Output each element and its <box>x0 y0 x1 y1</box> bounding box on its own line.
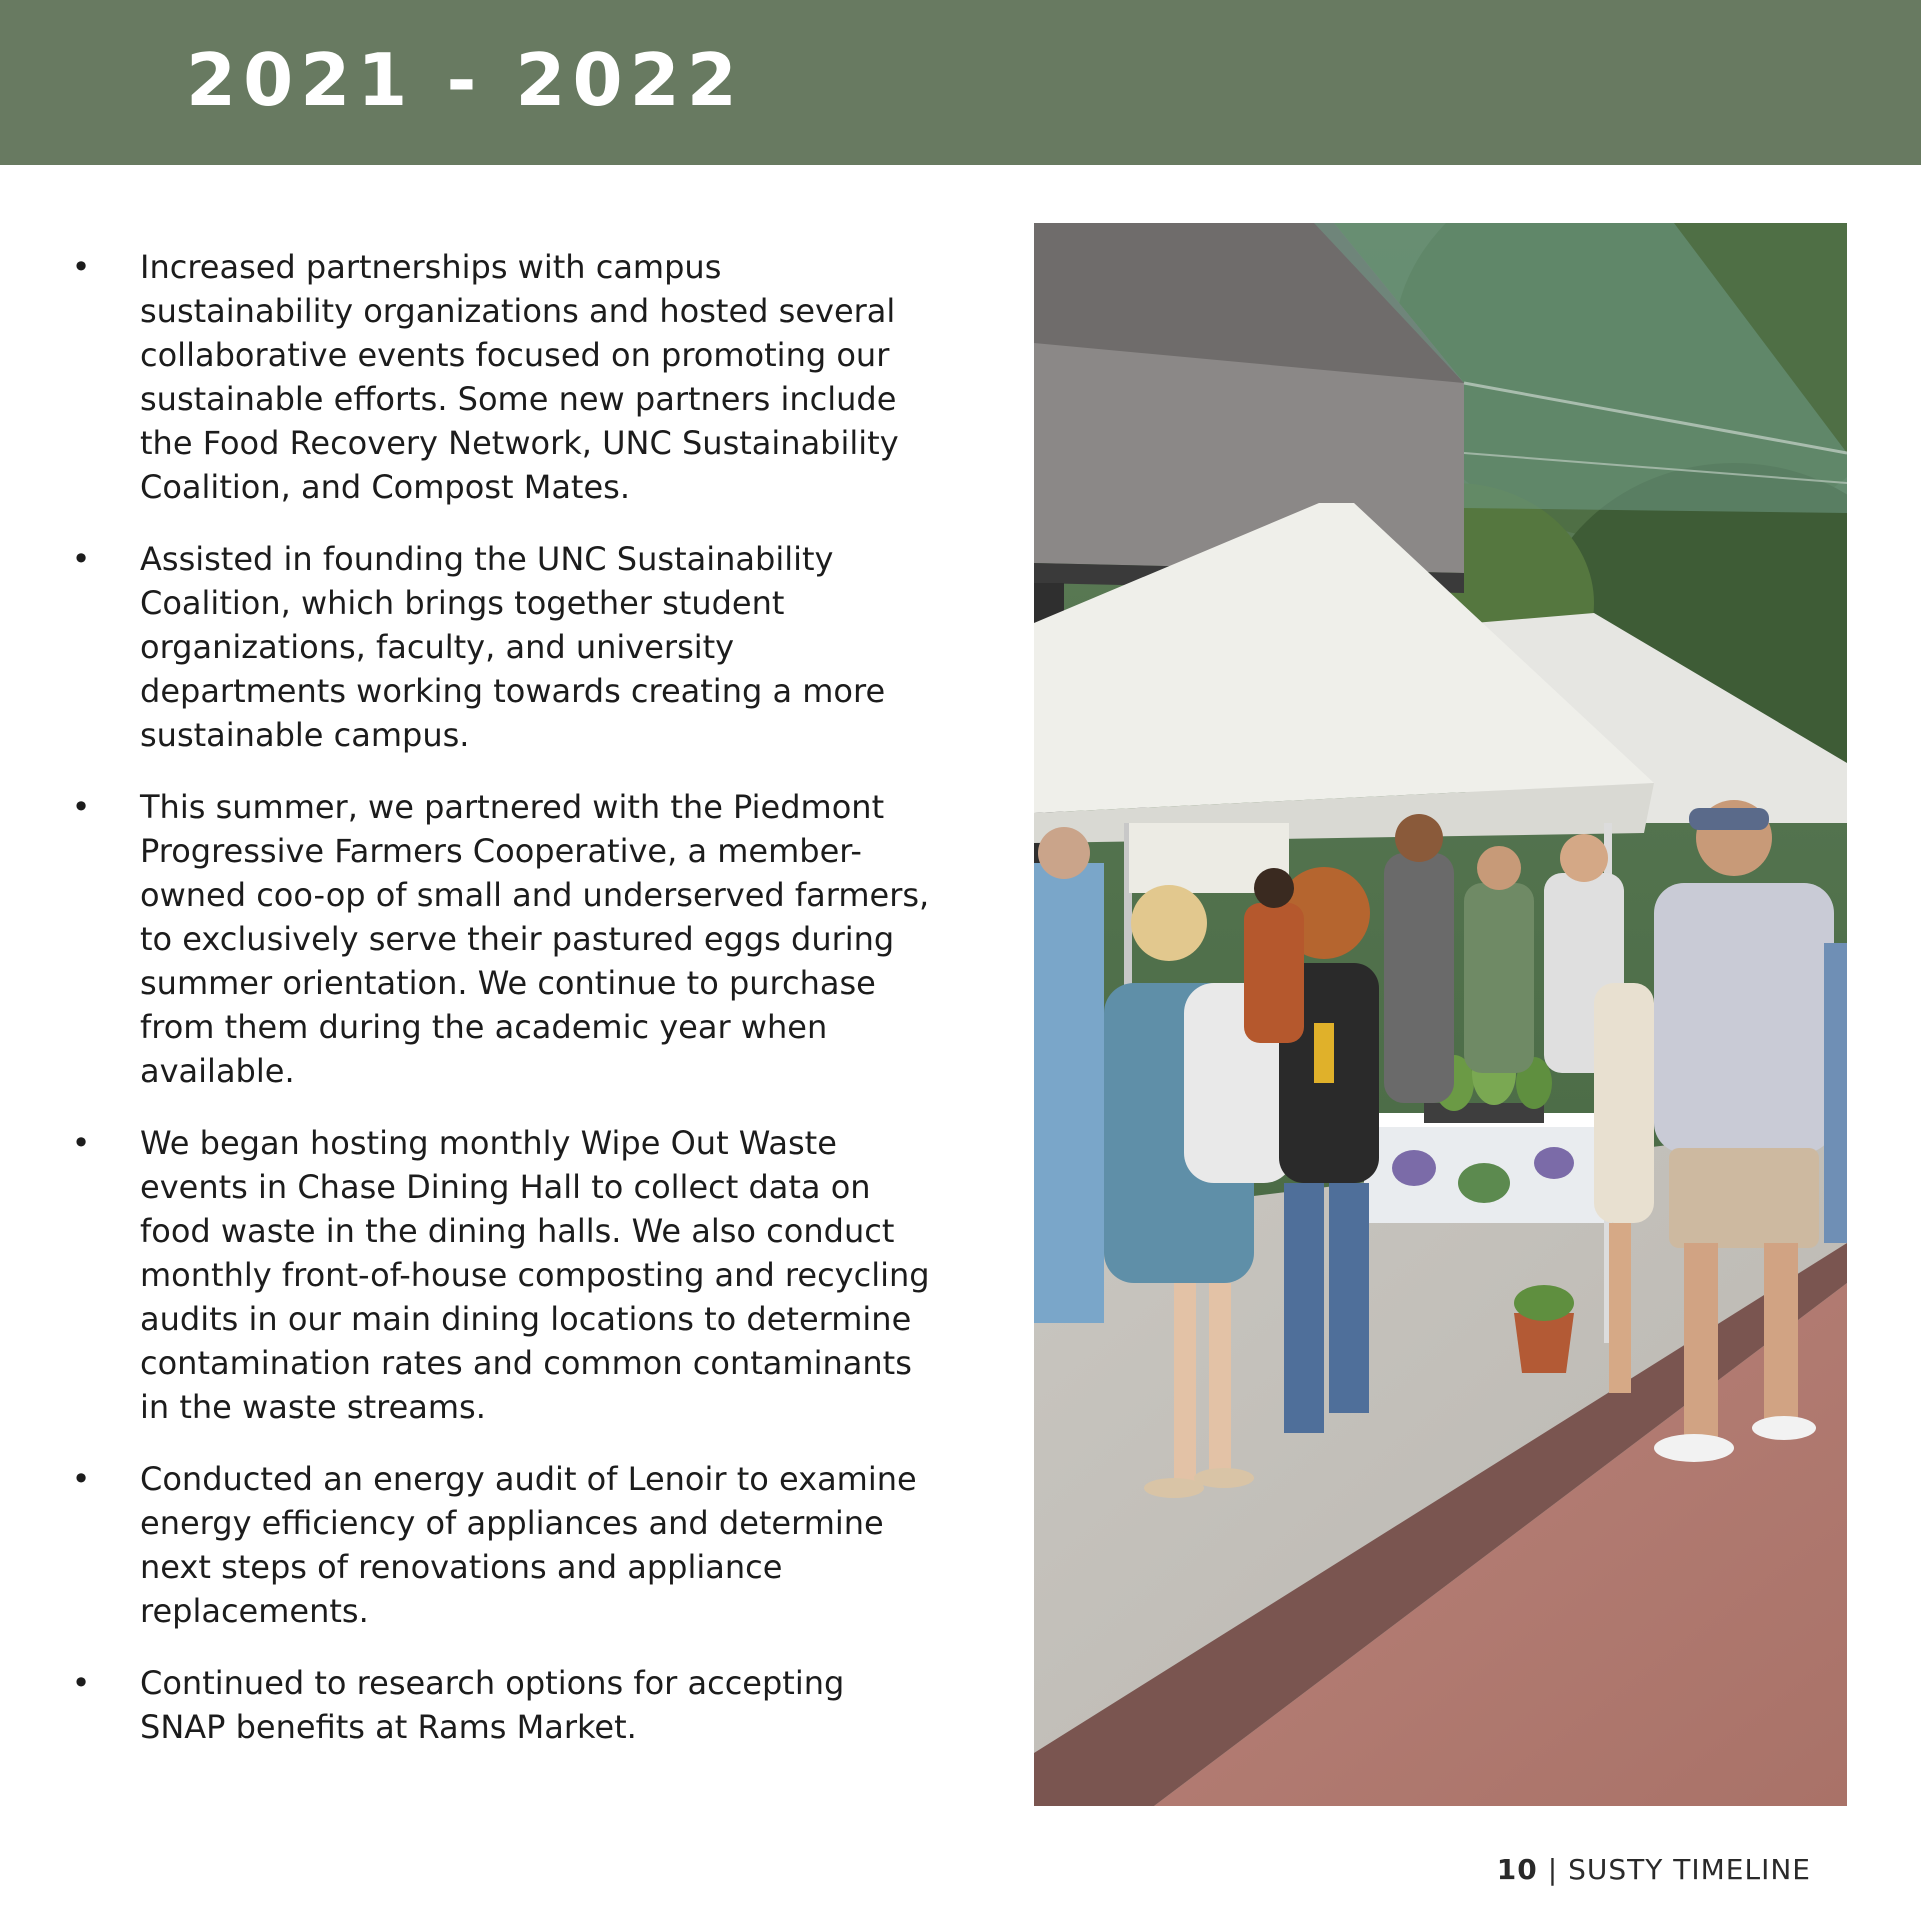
list-item <box>66 1661 936 1749</box>
list-item <box>66 1121 936 1429</box>
list-item <box>66 537 936 757</box>
farmers-market-illustration <box>1034 223 1847 1806</box>
list-item-text: We began hosting monthly Wipe Out Waste events in Chase Dining Hall to collect data on food waste in the dining halls. We also conduct monthly front-of-house composting and recycling audits in our main dining locations to determine contamination rates and common contaminants in the waste streams. <box>140 1124 930 1426</box>
list-item-text: This summer, we partnered with the Piedmont Progressive Farmers Cooperative, a member-owned coo-op of small and underserved farmers, to exclusively serve their pastured eggs during summer orientation. We continue to purchase from them during the academic year when available. <box>140 788 930 1090</box>
bullet-icon: • <box>71 1460 91 1498</box>
list-item <box>66 245 936 509</box>
list-item <box>66 1457 936 1633</box>
farmers-market-photo <box>1034 223 1847 1806</box>
bullet-list <box>66 245 936 1777</box>
page-footer <box>1497 1852 1811 1888</box>
bullet-icon: • <box>71 1664 91 1702</box>
list-item-text: Assisted in founding the UNC Sustainability Coalition, which brings together student organizations, faculty, and university departments working towards creating a more sustainable campus. <box>140 540 886 754</box>
bullet-icon: • <box>71 788 91 826</box>
list-item-text: Continued to research options for accepting SNAP benefits at Rams Market. <box>140 1664 845 1746</box>
bullet-icon: • <box>71 1124 91 1162</box>
page-number: 10 <box>1496 1853 1538 1886</box>
list-item-text: Conducted an energy audit of Lenoir to examine energy efficiency of appliances and determine next steps of renovations and appliance replacements. <box>140 1460 917 1630</box>
list-item-text: Increased partnerships with campus sustainability organizations and hosted several collaborative events focused on promoting our sustainable efforts. Some new partners include the Food Recovery Network, UNC Sustainability Coalition, and Compost Mates. <box>140 248 899 506</box>
bullet-icon: • <box>71 540 91 578</box>
section-name: SUSTY TIMELINE <box>1568 1853 1811 1886</box>
page-title: 2021 - 2022 <box>186 38 744 122</box>
list-item <box>66 785 936 1093</box>
footer-separator: | <box>1547 1853 1559 1886</box>
header-band <box>0 0 1921 165</box>
bullet-icon: • <box>71 248 91 286</box>
